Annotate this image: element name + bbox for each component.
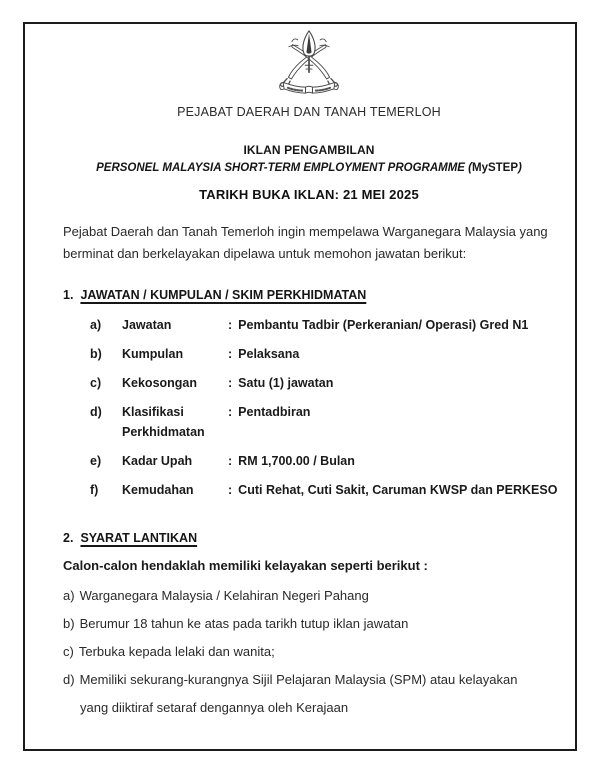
item-value: [228, 315, 555, 335]
item-letter: e): [90, 454, 102, 468]
programme-title: [63, 161, 555, 176]
item-letter: f): [90, 483, 99, 497]
page-content: [25, 30, 575, 716]
item-value-text: Satu (1) jawatan: [238, 376, 334, 390]
programme-title-italic: PERSONEL MALAYSIA SHORT-TERM EMPLOYMENT PROGRAMME (: [96, 162, 473, 174]
item-letter: b): [90, 347, 102, 361]
section2-number: 2.: [63, 531, 74, 545]
requirement-item: [63, 616, 555, 632]
detail-row-klasifikasi: [90, 402, 555, 442]
item-value: [228, 373, 555, 393]
item-value-text: Pentadbiran: [238, 405, 311, 419]
intro-paragraph: Pejabat Daerah dan Tanah Temerloh ingin mempelawa Warganegara Malaysia yang berminat dan berkelayakan dipelawa untuk memohon jawatan berikut:: [63, 224, 548, 261]
section1-number: 1.: [63, 288, 74, 302]
item-letter: a): [63, 588, 75, 603]
colon: :: [228, 405, 233, 419]
item-value-text: Cuti Rehat, Cuti Sakit, Caruman KWSP dan PERKESO: [238, 483, 558, 497]
requirement-item: [63, 672, 555, 688]
item-label: Kadar Upah: [122, 454, 193, 468]
programme-title-plain: MySTEP: [472, 162, 519, 174]
open-date-line: TARIKH BUKA IKLAN: 21 MEI 2025: [199, 187, 419, 202]
detail-row-kadar-upah: [90, 451, 555, 471]
item-letter: d): [90, 405, 102, 419]
page-border: [23, 22, 577, 751]
section2-heading: [63, 530, 555, 547]
section1-title: JAWATAN / KUMPULAN / SKIM PERKHIDMATAN: [80, 288, 367, 302]
item-value-text: RM 1,700.00 / Bulan: [238, 454, 355, 468]
item-label: Kemudahan: [122, 483, 194, 497]
item-label: Klasifikasi Perkhidmatan: [122, 405, 205, 439]
requirement-item: [63, 588, 555, 604]
colon: :: [228, 454, 233, 468]
colon: :: [228, 376, 233, 390]
item-text: Berumur 18 tahun ke atas pada tarikh tutup iklan jawatan: [79, 616, 409, 631]
ad-title: IKLAN PENGAMBILAN: [243, 143, 375, 157]
requirements-subtitle: Calon-calon hendaklah memiliki kelayakan seperti berikut :: [63, 558, 428, 573]
item-value: [228, 344, 555, 364]
detail-row-jawatan: [90, 315, 555, 335]
job-details-list: [90, 315, 558, 500]
item-text: Warganegara Malaysia / Kelahiran Negeri Pahang: [79, 588, 369, 603]
requirement-item-continuation: yang diiktiraf setaraf dengannya oleh Kerajaan: [80, 700, 349, 715]
item-label: Kekosongan: [122, 376, 198, 390]
section2-title: SYARAT LANTIKAN: [80, 531, 198, 545]
colon: :: [228, 483, 233, 497]
requirement-item: [63, 644, 555, 660]
section1-heading: [63, 287, 555, 304]
colon: :: [228, 318, 233, 332]
item-text: Terbuka kepada lelaki dan wanita;: [78, 644, 275, 659]
item-value: [228, 451, 555, 471]
detail-row-kumpulan: [90, 344, 555, 364]
org-name: PEJABAT DAERAH DAN TANAH TEMERLOH: [177, 105, 441, 119]
item-value-text: Pelaksana: [238, 347, 300, 361]
state-crest-icon: [266, 30, 352, 97]
item-label: Jawatan: [122, 318, 172, 332]
detail-row-kemudahan: [90, 480, 558, 500]
requirements-list: [63, 588, 555, 716]
item-value: [228, 480, 557, 500]
detail-row-kekosongan: [90, 373, 555, 393]
item-letter: c): [90, 376, 102, 390]
item-letter: c): [63, 644, 74, 659]
programme-title-close: ): [518, 162, 522, 174]
item-letter: a): [90, 318, 102, 332]
item-label: Kumpulan: [122, 347, 184, 361]
item-letter: d): [63, 672, 75, 687]
item-letter: b): [63, 616, 75, 631]
item-value: [228, 402, 555, 442]
item-value-text: Pembantu Tadbir (Perkeranian/ Operasi) Gred N1: [238, 318, 529, 332]
colon: :: [228, 347, 233, 361]
item-text: Memiliki sekurang-kurangnya Sijil Pelajaran Malaysia (SPM) atau kelayakan: [79, 672, 518, 687]
